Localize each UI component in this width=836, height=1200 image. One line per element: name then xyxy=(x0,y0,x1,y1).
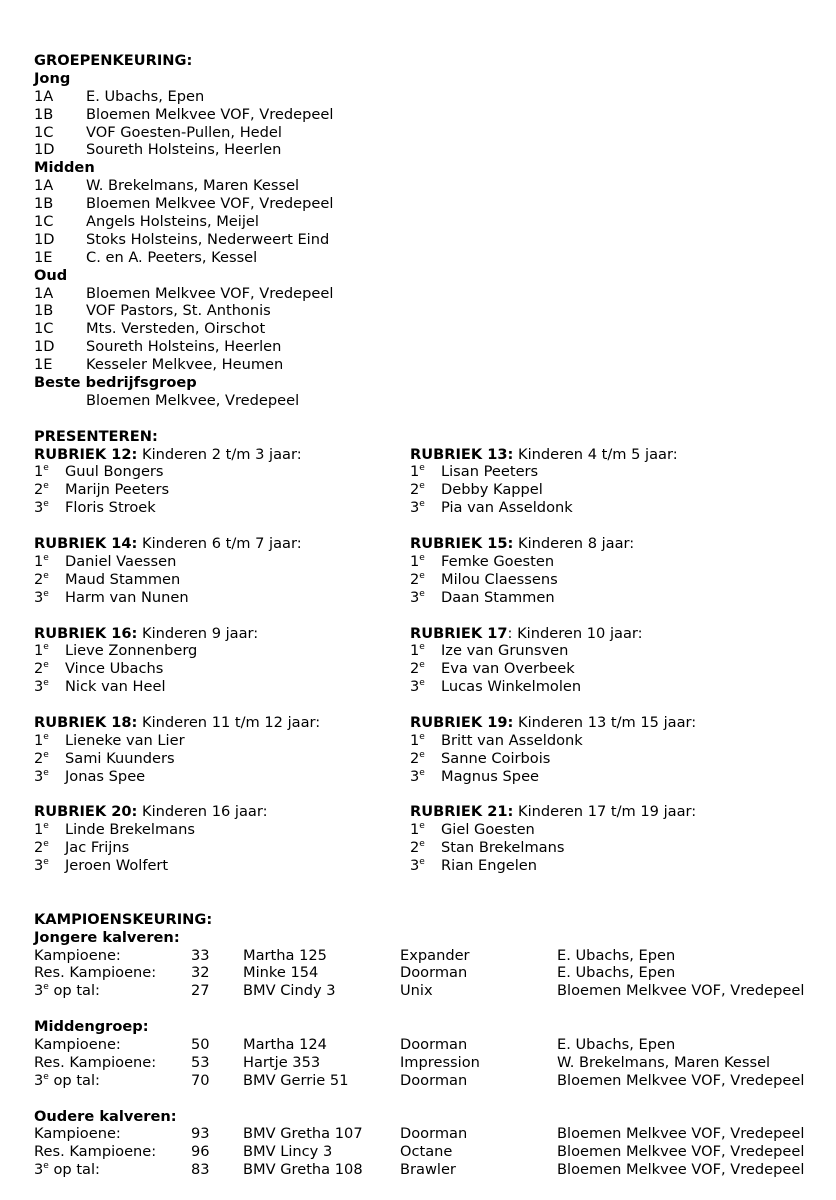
placing-rank: 1e xyxy=(34,552,49,570)
rubriek-block xyxy=(410,535,786,607)
kampioen-row xyxy=(34,982,824,1000)
placing-row xyxy=(34,642,410,660)
entry-code: 1B xyxy=(34,195,54,213)
group-entry xyxy=(34,177,824,195)
award-title: Res. Kampioene: xyxy=(34,964,157,982)
placing-name: Stan Brekelmans xyxy=(441,839,565,857)
entry-code: 1D xyxy=(34,230,55,248)
kampioen-group xyxy=(34,1018,824,1090)
rubriek-heading xyxy=(34,625,410,643)
owner-name: E. Ubachs, Epen xyxy=(557,946,676,964)
placing-rank: 1e xyxy=(410,463,425,481)
rubriek-block xyxy=(410,803,786,875)
rubriek-label: RUBRIEK 17 xyxy=(410,624,508,642)
entry-code: 1D xyxy=(34,338,55,356)
placing-name: Linde Brekelmans xyxy=(65,821,195,839)
rubriek-label: RUBRIEK 15: xyxy=(410,535,514,553)
placing-name: Pia van Asseldonk xyxy=(441,499,573,517)
placing-rank: 2e xyxy=(34,481,49,499)
catalog-number: 33 xyxy=(191,946,210,964)
group-entry xyxy=(34,285,824,303)
entry-name: Stoks Holsteins, Nederweert Eind xyxy=(86,230,330,248)
sire-name: Impression xyxy=(400,1053,480,1071)
sire-name: Doorman xyxy=(400,1125,468,1143)
entry-name: Bloemen Melkvee VOF, Vredepeel xyxy=(86,105,334,123)
kampioen-groups xyxy=(34,929,824,1179)
rubriek-block xyxy=(34,535,410,607)
animal-name: Martha 124 xyxy=(243,1035,327,1053)
rubriek-description: Kinderen 11 t/m 12 jaar: xyxy=(137,713,321,731)
animal-name: BMV Gretha 107 xyxy=(243,1125,363,1143)
animal-name: BMV Gretha 108 xyxy=(243,1161,363,1179)
placing-name: Daan Stammen xyxy=(441,588,555,606)
placing-row xyxy=(410,571,786,589)
group-entry xyxy=(34,356,824,374)
kampioen-row xyxy=(34,1036,824,1054)
owner-name: E. Ubachs, Epen xyxy=(557,964,676,982)
entry-name: Angels Holsteins, Meijel xyxy=(86,213,259,231)
placing-name: Jonas Spee xyxy=(65,767,146,785)
rubriek-block xyxy=(410,625,786,697)
groepenkeuring-section xyxy=(34,52,824,410)
placing-name: Lieve Zonnenberg xyxy=(65,642,198,660)
placing-rank: 2e xyxy=(410,839,425,857)
rubriek-grid xyxy=(34,446,824,875)
award-title: Kampioene: xyxy=(34,946,121,964)
rubriek-label: RUBRIEK 16: xyxy=(34,624,138,642)
placing-name: Jeroen Wolfert xyxy=(65,857,169,875)
best-group-heading: Beste bedrijfsgroep xyxy=(34,374,197,392)
placing-rank: 1e xyxy=(410,642,425,660)
placing-row xyxy=(410,821,786,839)
placing-name: Magnus Spee xyxy=(441,767,540,785)
placing-row xyxy=(410,678,786,696)
rubriek-block xyxy=(34,446,410,518)
placing-name: Sami Kuunders xyxy=(65,749,175,767)
entry-code: 1B xyxy=(34,105,54,123)
placing-rank: 3e xyxy=(34,857,49,875)
rubriek-heading xyxy=(410,446,786,464)
kampioenskeuring-title: KAMPIOENSKEURING: xyxy=(34,910,213,928)
kampioen-group xyxy=(34,1108,824,1180)
entry-name: Soureth Holsteins, Heerlen xyxy=(86,141,282,159)
placing-rank: 3e xyxy=(410,767,425,785)
placing-row xyxy=(34,481,410,499)
entry-code: 1E xyxy=(34,356,53,374)
placing-name: Lisan Peeters xyxy=(441,463,539,481)
group-entry xyxy=(34,213,824,231)
award-title: Kampioene: xyxy=(34,1035,121,1053)
group-entry xyxy=(34,320,824,338)
entry-name: C. en A. Peeters, Kessel xyxy=(86,248,258,266)
placing-name: Jac Frijns xyxy=(65,839,130,857)
placing-rank: 1e xyxy=(410,552,425,570)
rubriek-description: Kinderen 16 jaar: xyxy=(137,803,268,821)
placing-name: Femke Goesten xyxy=(441,552,555,570)
placing-rank: 2e xyxy=(410,481,425,499)
rubriek-description: Kinderen 8 jaar: xyxy=(513,535,635,553)
placing-name: Nick van Heel xyxy=(65,678,166,696)
entry-code: 1C xyxy=(34,320,54,338)
placing-row xyxy=(34,821,410,839)
placing-row xyxy=(34,750,410,768)
placing-rank: 2e xyxy=(34,570,49,588)
rubriek-label: RUBRIEK 19: xyxy=(410,713,514,731)
placing-rank: 1e xyxy=(34,463,49,481)
placing-rank: 1e xyxy=(410,731,425,749)
sire-name: Doorman xyxy=(400,1071,468,1089)
animal-name: BMV Lincy 3 xyxy=(243,1143,333,1161)
catalog-number: 53 xyxy=(191,1053,210,1071)
rubriek-block xyxy=(410,446,786,518)
rubriek-description: Kinderen 4 t/m 5 jaar: xyxy=(513,445,678,463)
group-entry xyxy=(34,338,824,356)
rubriek-heading xyxy=(34,714,410,732)
placing-row xyxy=(410,481,786,499)
kampioen-row xyxy=(34,1072,824,1090)
owner-name: W. Brekelmans, Maren Kessel xyxy=(557,1053,771,1071)
placing-row xyxy=(410,499,786,517)
placing-row xyxy=(410,642,786,660)
kampioen-row xyxy=(34,964,824,982)
placing-row xyxy=(410,768,786,786)
animal-name: Minke 154 xyxy=(243,964,319,982)
placing-row xyxy=(34,732,410,750)
placing-row xyxy=(34,589,410,607)
placing-name: Harm van Nunen xyxy=(65,588,189,606)
kampioen-group-heading: Oudere kalveren: xyxy=(34,1107,177,1125)
rubriek-description: : Kinderen 10 jaar: xyxy=(507,624,643,642)
kampioen-row xyxy=(34,1054,824,1072)
rubriek-heading xyxy=(34,446,410,464)
placing-rank: 3e xyxy=(34,588,49,606)
placing-name: Marijn Peeters xyxy=(65,481,170,499)
placing-row xyxy=(34,678,410,696)
best-group-name: Bloemen Melkvee, Vredepeel xyxy=(86,391,300,409)
rubriek-description: Kinderen 17 t/m 19 jaar: xyxy=(513,803,697,821)
placing-name: Britt van Asseldonk xyxy=(441,731,583,749)
entry-name: E. Ubachs, Epen xyxy=(86,87,205,105)
rubriek-heading xyxy=(34,535,410,553)
rubriek-block xyxy=(34,803,410,875)
placing-row xyxy=(34,839,410,857)
placing-name: Floris Stroek xyxy=(65,499,156,517)
entry-code: 1A xyxy=(34,87,54,105)
rubriek-label: RUBRIEK 12: xyxy=(34,445,138,463)
entry-name: VOF Goesten-Pullen, Hedel xyxy=(86,123,282,141)
placing-row xyxy=(410,589,786,607)
entry-code: 1A xyxy=(34,177,54,195)
rubriek-row xyxy=(34,535,824,607)
placing-row xyxy=(410,660,786,678)
groepenkeuring-title: GROEPENKEURING: xyxy=(34,52,193,69)
kampioen-row xyxy=(34,1143,824,1161)
placing-row xyxy=(410,732,786,750)
placing-row xyxy=(410,857,786,875)
placing-name: Ize van Grunsven xyxy=(441,642,569,660)
group-entry xyxy=(34,195,824,213)
entry-code: 1A xyxy=(34,284,54,302)
group-entry xyxy=(34,124,824,142)
rubriek-label: RUBRIEK 20: xyxy=(34,803,138,821)
placing-name: Lucas Winkelmolen xyxy=(441,678,582,696)
group-heading: Jong xyxy=(34,69,71,87)
kampioen-group-heading: Jongere kalveren: xyxy=(34,928,180,946)
catalog-number: 50 xyxy=(191,1035,210,1053)
placing-name: Guul Bongers xyxy=(65,463,164,481)
placing-rank: 2e xyxy=(410,570,425,588)
catalog-number: 27 xyxy=(191,982,210,1000)
sire-name: Doorman xyxy=(400,964,468,982)
placing-name: Giel Goesten xyxy=(441,821,535,839)
placing-row xyxy=(34,499,410,517)
catalog-number: 93 xyxy=(191,1125,210,1143)
group-entry xyxy=(34,302,824,320)
placing-rank: 2e xyxy=(410,749,425,767)
group-entry xyxy=(34,231,824,249)
sire-name: Expander xyxy=(400,946,470,964)
award-title: 3e op tal: xyxy=(34,982,100,1000)
animal-name: Martha 125 xyxy=(243,946,327,964)
placing-row xyxy=(34,553,410,571)
placing-rank: 3e xyxy=(410,499,425,517)
animal-name: BMV Cindy 3 xyxy=(243,982,336,1000)
rubriek-block xyxy=(34,625,410,697)
rubriek-heading xyxy=(410,625,786,643)
sire-name: Doorman xyxy=(400,1035,468,1053)
placing-rank: 3e xyxy=(410,588,425,606)
placing-row xyxy=(34,463,410,481)
rubriek-row xyxy=(34,714,824,786)
rubriek-row xyxy=(34,625,824,697)
placing-rank: 3e xyxy=(34,678,49,696)
catalog-number: 96 xyxy=(191,1143,210,1161)
placing-rank: 3e xyxy=(34,767,49,785)
presenteren-section xyxy=(34,428,824,875)
owner-name: Bloemen Melkvee VOF, Vredepeel xyxy=(557,982,805,1000)
placing-name: Maud Stammen xyxy=(65,570,181,588)
entry-code: 1C xyxy=(34,213,54,231)
placing-row xyxy=(34,571,410,589)
award-title: 3e op tal: xyxy=(34,1071,100,1089)
award-title: Kampioene: xyxy=(34,1125,121,1143)
rubriek-heading xyxy=(410,714,786,732)
group-entry xyxy=(34,249,824,267)
rubriek-heading xyxy=(410,803,786,821)
owner-name: Bloemen Melkvee VOF, Vredepeel xyxy=(557,1071,805,1089)
kampioen-row xyxy=(34,947,824,965)
group-entry xyxy=(34,88,824,106)
sire-name: Unix xyxy=(400,982,433,1000)
placing-name: Vince Ubachs xyxy=(65,660,164,678)
placing-rank: 2e xyxy=(410,660,425,678)
rubriek-heading xyxy=(34,803,410,821)
placing-rank: 2e xyxy=(34,660,49,678)
rubriek-block xyxy=(410,714,786,786)
placing-rank: 1e xyxy=(34,642,49,660)
rubriek-label: RUBRIEK 18: xyxy=(34,713,138,731)
rubriek-label: RUBRIEK 14: xyxy=(34,535,138,553)
placing-row xyxy=(410,553,786,571)
rubriek-description: Kinderen 2 t/m 3 jaar: xyxy=(137,445,302,463)
placing-name: Lieneke van Lier xyxy=(65,731,185,749)
owner-name: Bloemen Melkvee VOF, Vredepeel xyxy=(557,1125,805,1143)
entry-name: Soureth Holsteins, Heerlen xyxy=(86,338,282,356)
document-page xyxy=(34,52,824,1179)
entry-code: 1C xyxy=(34,123,54,141)
entry-code: 1D xyxy=(34,141,55,159)
entry-name: W. Brekelmans, Maren Kessel xyxy=(86,177,300,195)
award-title: Res. Kampioene: xyxy=(34,1053,157,1071)
entry-code: 1B xyxy=(34,302,54,320)
owner-name: Bloemen Melkvee VOF, Vredepeel xyxy=(557,1143,805,1161)
kampioenskeuring-section xyxy=(34,911,824,1179)
rubriek-block xyxy=(34,714,410,786)
award-title: 3e op tal: xyxy=(34,1161,100,1179)
kampioen-row xyxy=(34,1125,824,1143)
presenteren-title: PRESENTEREN: xyxy=(34,427,158,445)
entry-name: Kesseler Melkvee, Heumen xyxy=(86,356,284,374)
rubriek-description: Kinderen 13 t/m 15 jaar: xyxy=(513,713,697,731)
placing-rank: 1e xyxy=(34,821,49,839)
placing-name: Debby Kappel xyxy=(441,481,543,499)
entry-code: 1E xyxy=(34,248,53,266)
animal-name: BMV Gerrie 51 xyxy=(243,1071,349,1089)
placing-name: Sanne Coirbois xyxy=(441,749,551,767)
group-entry xyxy=(34,141,824,159)
rubriek-label: RUBRIEK 21: xyxy=(410,803,514,821)
catalog-number: 83 xyxy=(191,1161,210,1179)
award-title: Res. Kampioene: xyxy=(34,1143,157,1161)
placing-rank: 3e xyxy=(34,499,49,517)
placing-row xyxy=(34,660,410,678)
rubriek-description: Kinderen 6 t/m 7 jaar: xyxy=(137,535,302,553)
placing-rank: 2e xyxy=(34,839,49,857)
placing-rank: 2e xyxy=(34,749,49,767)
placing-row xyxy=(34,768,410,786)
placing-rank: 3e xyxy=(410,678,425,696)
placing-rank: 1e xyxy=(410,821,425,839)
group-heading: Oud xyxy=(34,266,68,284)
group-entry xyxy=(34,106,824,124)
rubriek-heading xyxy=(410,535,786,553)
placing-row xyxy=(410,750,786,768)
placing-row xyxy=(410,463,786,481)
placing-row xyxy=(34,857,410,875)
sire-name: Octane xyxy=(400,1143,453,1161)
rubriek-row xyxy=(34,803,824,875)
placing-name: Eva van Overbeek xyxy=(441,660,575,678)
kampioen-row xyxy=(34,1161,824,1179)
entry-name: Mts. Versteden, Oirschot xyxy=(86,320,266,338)
catalog-number: 32 xyxy=(191,964,210,982)
owner-name: E. Ubachs, Epen xyxy=(557,1035,676,1053)
placing-name: Daniel Vaessen xyxy=(65,552,177,570)
sire-name: Brawler xyxy=(400,1161,456,1179)
rubriek-row xyxy=(34,446,824,518)
entry-name: VOF Pastors, St. Anthonis xyxy=(86,302,271,320)
placing-row xyxy=(410,839,786,857)
entry-name: Bloemen Melkvee VOF, Vredepeel xyxy=(86,284,334,302)
rubriek-description: Kinderen 9 jaar: xyxy=(137,624,259,642)
placing-rank: 3e xyxy=(410,857,425,875)
group-heading: Midden xyxy=(34,159,95,177)
kampioen-group xyxy=(34,929,824,1001)
animal-name: Hartje 353 xyxy=(243,1053,321,1071)
placing-rank: 1e xyxy=(34,731,49,749)
rubriek-label: RUBRIEK 13: xyxy=(410,445,514,463)
catalog-number: 70 xyxy=(191,1071,210,1089)
entry-name: Bloemen Melkvee VOF, Vredepeel xyxy=(86,195,334,213)
placing-name: Rian Engelen xyxy=(441,857,538,875)
kampioen-group-heading: Middengroep: xyxy=(34,1018,149,1036)
owner-name: Bloemen Melkvee VOF, Vredepeel xyxy=(557,1161,805,1179)
placing-name: Milou Claessens xyxy=(441,570,558,588)
